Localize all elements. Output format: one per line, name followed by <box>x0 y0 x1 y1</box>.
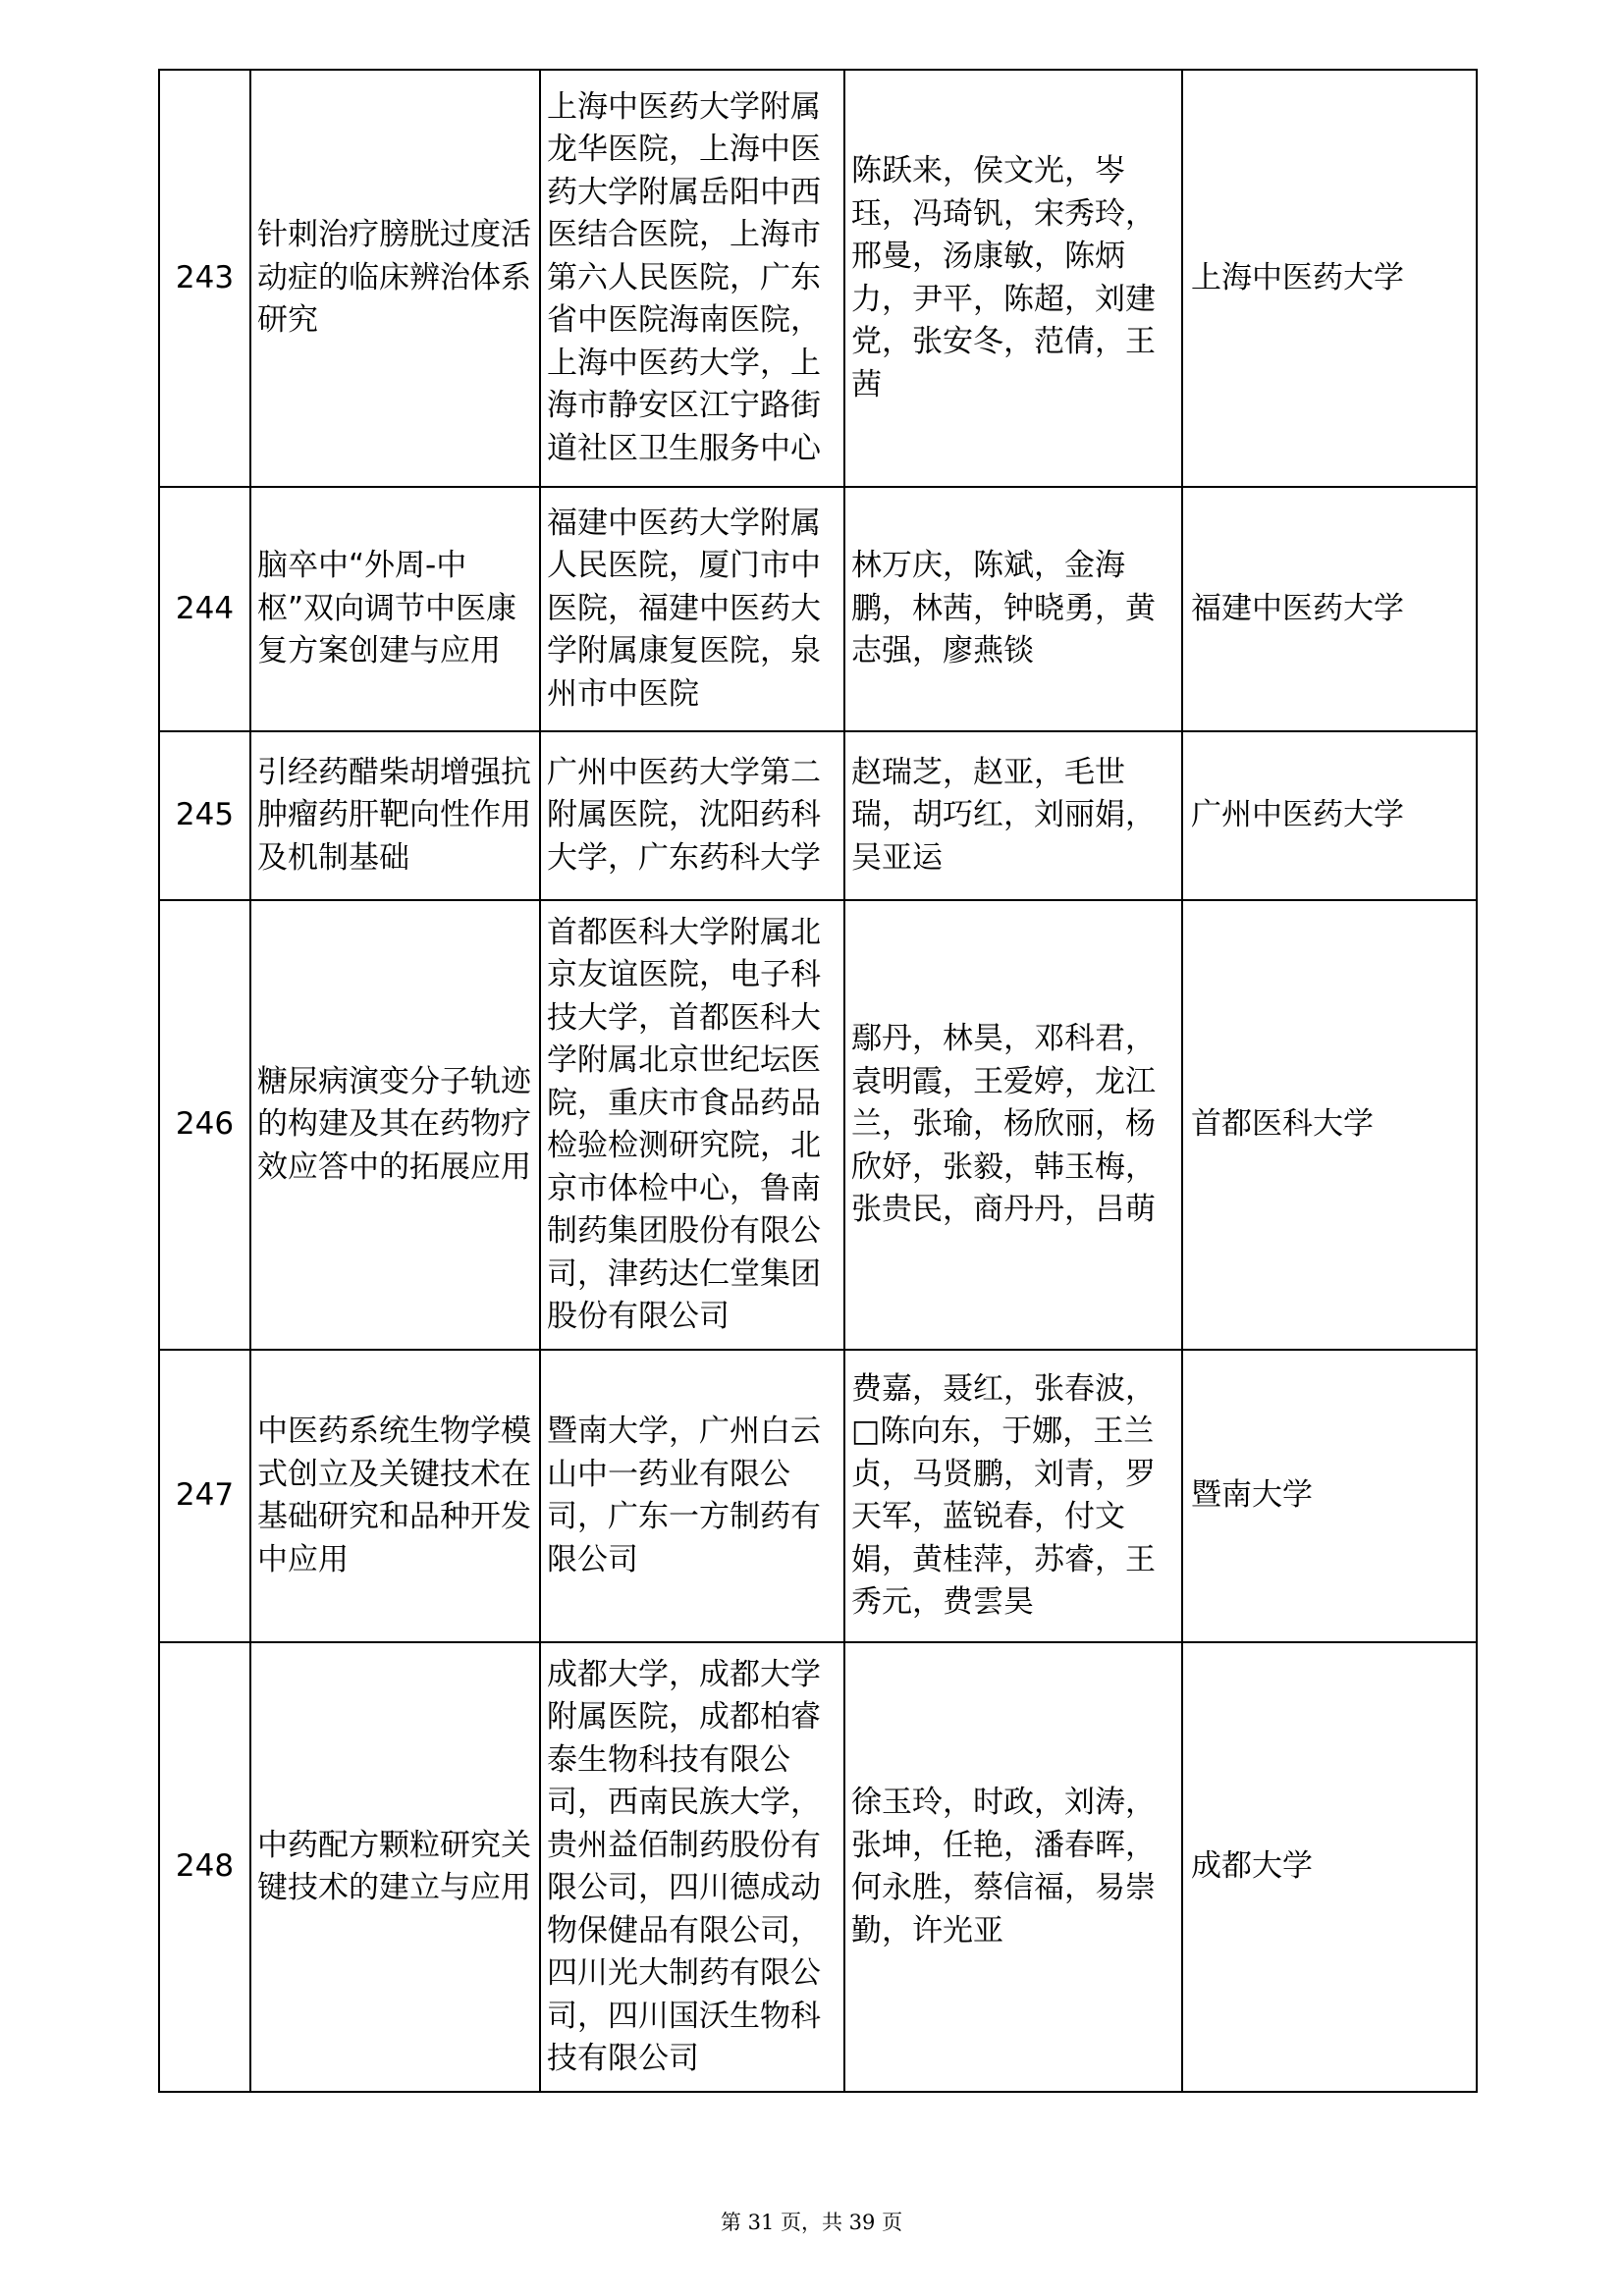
table-row <box>159 900 1477 1350</box>
nominating-unit: 福建中医药大学 <box>1182 487 1477 731</box>
completing-people: 费嘉，聂红，张春波，□陈向东，于娜，王兰贞，马贤鹏，刘青，罗天军，蓝锐春，付文娟，黄桂萍，苏睿，王秀元，费雲昊 <box>844 1350 1182 1642</box>
row-number: 246 <box>159 900 250 1350</box>
project-title: 针刺治疗膀胱过度活动症的临床辨治体系研究 <box>250 70 540 487</box>
table-row <box>159 70 1477 487</box>
nominating-unit: 上海中医药大学 <box>1182 70 1477 487</box>
completing-units: 福建中医药大学附属人民医院，厦门市中医院，福建中医药大学附属康复医院，泉州市中医院 <box>540 487 844 731</box>
completing-people: 林万庆，陈斌，金海鹏，林茜，钟晓勇，黄志强，廖燕锬 <box>844 487 1182 731</box>
project-title: 中药配方颗粒研究关键技术的建立与应用 <box>250 1642 540 2092</box>
project-title: 引经药醋柴胡增强抗肿瘤药肝靶向性作用及机制基础 <box>250 731 540 900</box>
project-title: 糖尿病演变分子轨迹的构建及其在药物疗效应答中的拓展应用 <box>250 900 540 1350</box>
nominating-unit: 广州中医药大学 <box>1182 731 1477 900</box>
page-number-text: 第 31 页，共 39 页 <box>720 2211 903 2234</box>
completing-units: 广州中医药大学第二附属医院，沈阳药科大学，广东药科大学 <box>540 731 844 900</box>
row-number: 248 <box>159 1642 250 2092</box>
awards-table <box>158 69 1478 2093</box>
page-footer <box>0 2207 1623 2236</box>
nominating-unit: 成都大学 <box>1182 1642 1477 2092</box>
row-number: 245 <box>159 731 250 900</box>
completing-units: 上海中医药大学附属龙华医院，上海中医药大学附属岳阳中西医结合医院，上海市第六人民医院，广东省中医院海南医院，上海中医药大学，上海市静安区江宁路街道社区卫生服务中心 <box>540 70 844 487</box>
completing-units: 首都医科大学附属北京友谊医院，电子科技大学，首都医科大学附属北京世纪坛医院，重庆市食品药品检验检测研究院，北京市体检中心，鲁南制药集团股份有限公司，津药达仁堂集团股份有限公司 <box>540 900 844 1350</box>
completing-people: 陈跃来，侯文光，岑珏，冯琦钒，宋秀玲，邢曼，汤康敏，陈炳力，尹平，陈超，刘建党，张安冬，范倩，王茜 <box>844 70 1182 487</box>
project-title: 脑卒中“外周-中枢”双向调节中医康复方案创建与应用 <box>250 487 540 731</box>
project-title: 中医药系统生物学模式创立及关键技术在基础研究和品种开发中应用 <box>250 1350 540 1642</box>
table-row <box>159 731 1477 900</box>
completing-people: 徐玉玲，时政，刘涛，张坤，任艳，潘春晖，何永胜，蔡信福，易崇勤，许光亚 <box>844 1642 1182 2092</box>
completing-units: 暨南大学，广州白云山中一药业有限公司，广东一方制药有限公司 <box>540 1350 844 1642</box>
completing-people: 鄢丹，林昊，邓科君，袁明霞，王爱婷，龙江兰，张瑜，杨欣丽，杨欣妤，张毅，韩玉梅，张贵民，商丹丹，吕萌 <box>844 900 1182 1350</box>
row-number: 247 <box>159 1350 250 1642</box>
table-row <box>159 1350 1477 1642</box>
completing-units: 成都大学，成都大学附属医院，成都柏睿泰生物科技有限公司，西南民族大学，贵州益佰制药股份有限公司，四川德成动物保健品有限公司，四川光大制药有限公司，四川国沃生物科技有限公司 <box>540 1642 844 2092</box>
nominating-unit: 首都医科大学 <box>1182 900 1477 1350</box>
row-number: 243 <box>159 70 250 487</box>
row-number: 244 <box>159 487 250 731</box>
table-row <box>159 487 1477 731</box>
nominating-unit: 暨南大学 <box>1182 1350 1477 1642</box>
completing-people: 赵瑞芝，赵亚，毛世瑞，胡巧红，刘丽娟，吴亚运 <box>844 731 1182 900</box>
table-row <box>159 1642 1477 2092</box>
